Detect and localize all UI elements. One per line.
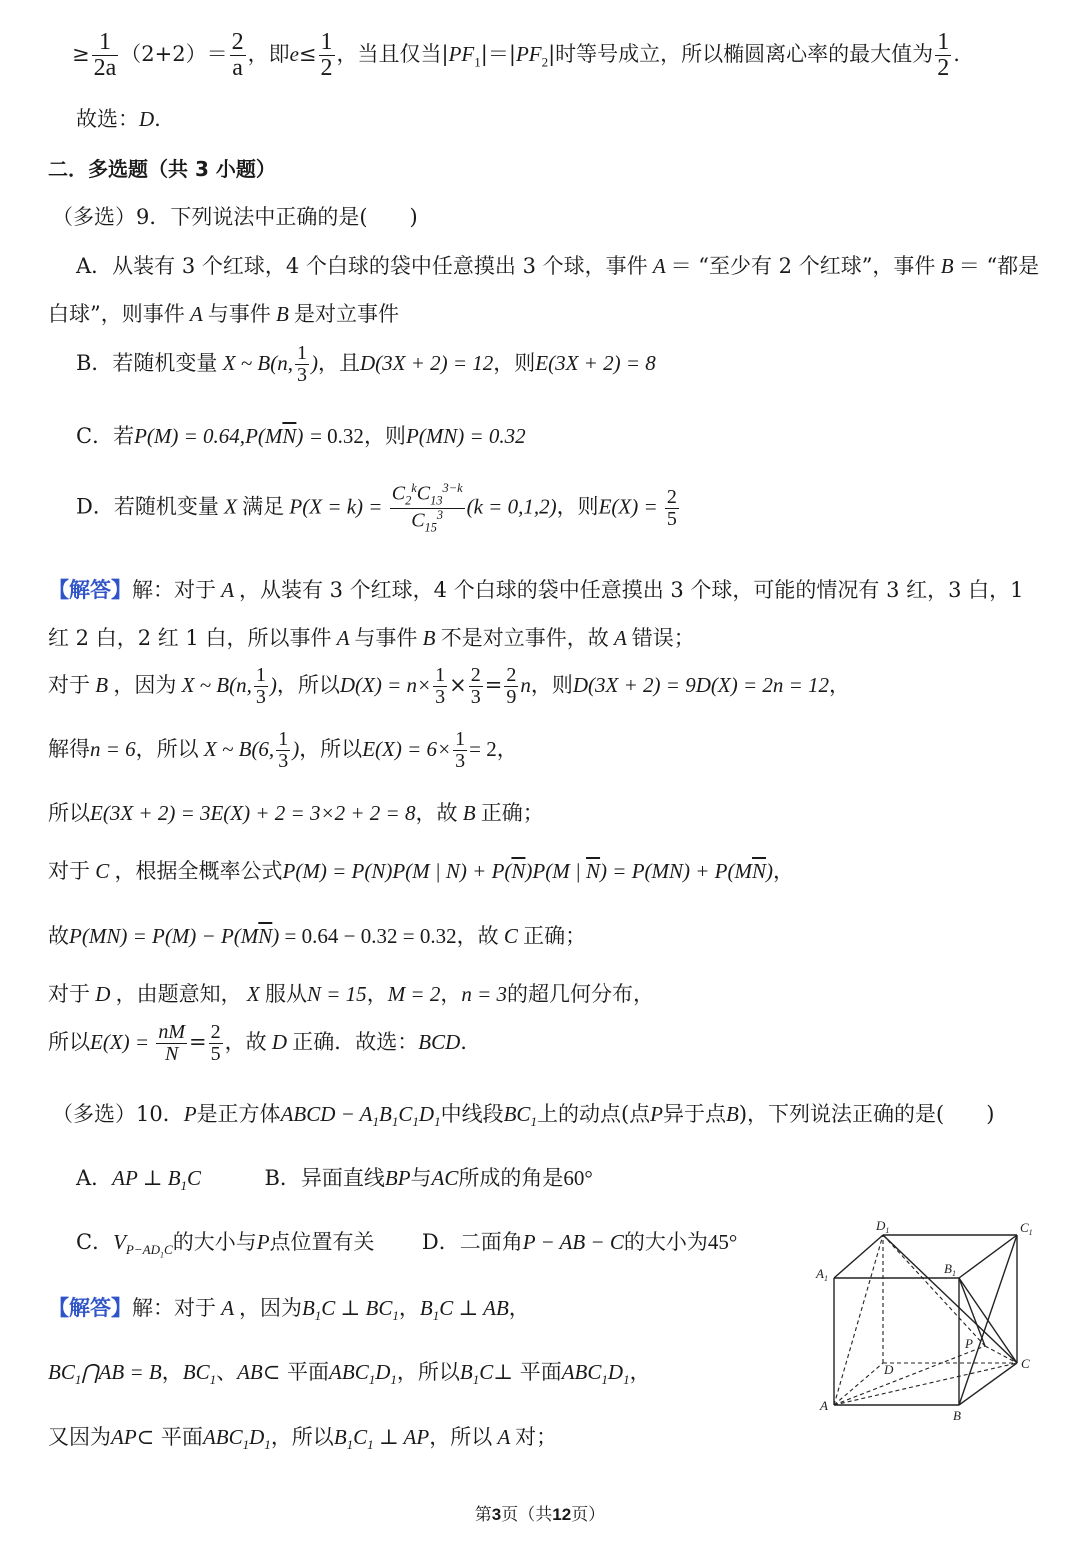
- fraction-max-eccentricity: $\frac{1}{2}$: [937, 29, 950, 82]
- edge-a1-d1: [834, 1235, 883, 1278]
- edge-d1-p: [883, 1235, 985, 1346]
- label-d: D: [884, 1362, 894, 1377]
- fraction-2-over-a: $\frac{2}{a}$: [231, 29, 244, 82]
- q9-option-a-line1: A．从装有 3 个红球，4 个白球的袋中任意摸出 3 个球，事件 A ＝ “至少有 2 个红球”，事件 B ＝ “都是: [76, 254, 1040, 278]
- edge-a-d: [834, 1363, 883, 1405]
- fraction-1-over-2a: $\frac{1}{2a}$: [93, 29, 117, 82]
- label-c1: $C_1$: [1020, 1220, 1033, 1237]
- edge-d1-c: [883, 1235, 1017, 1363]
- edge-c1-b: [959, 1235, 1017, 1405]
- q9-stem: （多选）9．下列说法中正确的是( ): [52, 205, 418, 229]
- edge-b1-c1: [959, 1235, 1017, 1278]
- label-a1: $A_1$: [816, 1266, 828, 1283]
- section-title: 二．多选题（共 3 小题）: [48, 157, 276, 181]
- sol9-line9: 所以E(X) = $\frac{nM}{N}$ = $\frac{2}{5}$ ，故 D 正确．故选：BCD.: [48, 1021, 467, 1065]
- cube-figure: [810, 1218, 1040, 1423]
- edge-a-d1: [834, 1235, 883, 1405]
- sol9-line8: 对于 D ，由题意知， X 服从N = 15，M = 2，n = 3的超几何分布，: [48, 982, 655, 1006]
- sol9-line6: 对于 C ，根据全概率公式P(M) = P(N)P(M | $N) + P(\overline{N})P(M$ | $\overline{N}) = P(MN) + P(M\overline{N})$，: [48, 859, 795, 883]
- sol9-line7: 故$P(MN) = P(M) - P(M\overline{N}) = 0.64 - 0.32 = 0.32$，故 C 正确；: [48, 924, 587, 948]
- solution-tag: 【解答】: [48, 1296, 132, 1320]
- label-d1: $D_1$: [876, 1218, 890, 1235]
- q9-option-c: C．若$P(M) = 0.64,P(M\overline{N}) = 0.32$，则P(MN) = 0.32: [76, 424, 526, 448]
- label-p: P: [965, 1336, 973, 1351]
- label-a: A: [820, 1398, 828, 1413]
- sol9-line2: 红 2 白，2 红 1 白，所以事件 A 与事件 B 不是对立事件，故 A 错误；: [48, 626, 695, 650]
- sol10-line2: $BC_1⋂AB = B$，$BC_1$、AB⊂ 平面$ABC_1D_1$，所以$B_1C\perp$ 平面$ABC_1D_1$，: [48, 1360, 651, 1388]
- solution-tag: 【解答】: [48, 578, 132, 602]
- sol9-line1: 【解答】解：对于 A ，从装有 3 个红球，4 个白球的袋中任意摸出 3 个球，可能的情况有 3 红，3 白，1: [48, 578, 1024, 602]
- label-c: C: [1021, 1356, 1030, 1371]
- q10-stem: （多选）10．P是正方体ABCD − $A_1B_1C_1D_1$中线段$BC_1$上的动点(点P异于点B)，下列说法正确的是( ): [52, 1102, 995, 1130]
- sol9-line3: 对于 B ，因为 X ~ B(n, $\frac{1}{3}$ )，所以D(X) = n× $\frac{1}{3}$ × $\frac{2}{3}$ = $\frac{2}{9}$ n，则D(3X + 2) = 9D(X) = 2n = 12，: [48, 664, 851, 708]
- q10-options-cd: C．$V_{P-AD_1C}$的大小与P点位置有关 D．二面角P − AB − C的大小为45°: [76, 1230, 738, 1260]
- top-line: ≥ $\frac{1}{2a}$ （2+2）＝ $\frac{2}{a}$ ，即e≤ $\frac{1}{2}$ ，当且仅当$|PF_1|=|PF_2|$时等号成立，所以椭圆离心率的最大值为 $\frac{1}{2}$ .: [72, 29, 960, 82]
- label-b1: $B_1$: [944, 1261, 956, 1278]
- edge-b-c: [959, 1363, 1017, 1405]
- fraction-1-over-2: $\frac{1}{2}$: [320, 29, 333, 82]
- q9-option-a-line2: 白球”，则事件 A 与事件 B 是对立事件: [48, 302, 400, 326]
- label-b: B: [953, 1408, 961, 1423]
- geq-sign: ≥: [72, 42, 90, 67]
- sol10-line3: 又因为AP⊂ 平面$ABC_1D_1$，所以$B_1C_1$ ⊥ AP，所以 A 对；: [48, 1425, 558, 1453]
- sol9-line4: 解得n = 6，所以 X ~ B(6, $\frac{1}{3}$ )，所以E(X) = 6× $\frac{1}{3}$ = 2，: [48, 728, 518, 772]
- answer-line: 故选：D.: [76, 107, 161, 131]
- page-footer: 第3页（共12页）: [474, 1505, 606, 1525]
- sol9-line5: 所以E(3X + 2) = 3E(X) + 2 = 3×2 + 2 = 8，故 B 正确；: [48, 801, 544, 825]
- q9-option-d: D．若随机变量 X 满足 P(X = k) = $\frac{C_2^kC_{13}^{3-k}}{C_{15}^3}$ (k = 0,1,2)，则E(X) = $\frac{2}{5}$: [76, 481, 677, 535]
- q10-options-ab: A．AP ⊥ $B_1C$ B．异面直线BP与AC所成的角是60°: [76, 1166, 593, 1194]
- sol10-line1: 【解答】解：对于 A ，因为$B_1C$ ⊥ $BC_1$，$B_1C$ ⊥ AB，: [48, 1296, 530, 1324]
- q9-option-b: B．若随机变量 X ~ B(n, $\frac{1}{3}$ )，且D(3X + 2) = 12，则E(3X + 2) = 8: [76, 342, 656, 386]
